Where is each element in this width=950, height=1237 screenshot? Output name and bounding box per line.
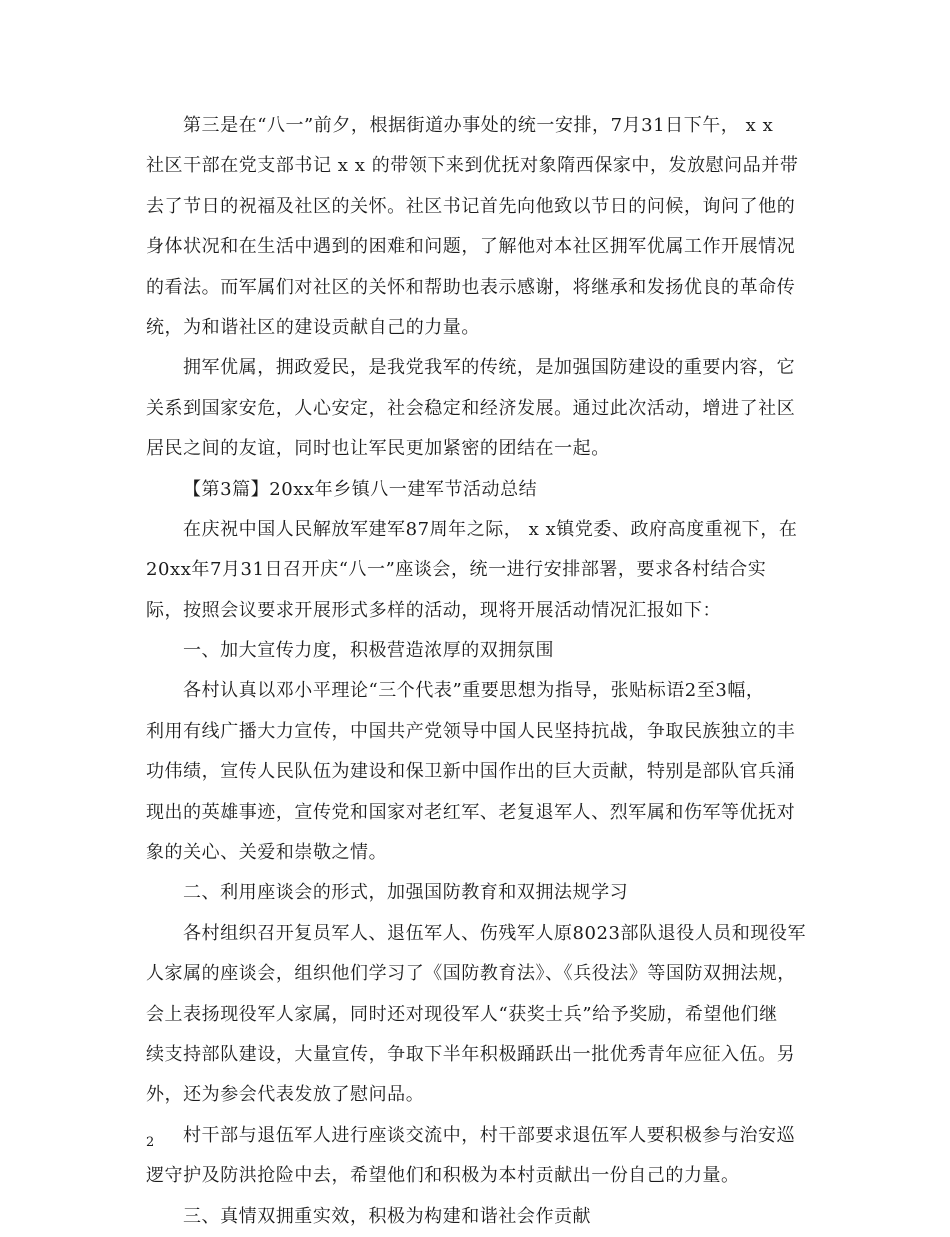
section-heading-3 (146, 1197, 810, 1237)
paragraph-intro (146, 510, 810, 631)
paragraph-section-2b (146, 1116, 810, 1197)
text-line: 的看法。而军属们对社区的关怀和帮助也表示感谢，将继承和发扬优良的革命传 (146, 276, 796, 298)
text-line: 二、利用座谈会的形式，加强国防教育和双拥法规学习 (183, 882, 629, 904)
text-line: 村干部与退伍军人进行座谈交流中，村干部要求退伍军人要积极参与治安巡 (183, 1124, 796, 1146)
document-body (146, 106, 810, 1237)
text-line: 象的关心、关爱和崇敬之情。 (146, 842, 388, 864)
text-line: 居民之间的友谊，同时也让军民更加紧密的团结在一起。 (146, 438, 610, 460)
text-line: 身体状况和在生活中遇到的困难和问题，了解他对本社区拥军优属工作开展情况 (146, 236, 796, 258)
text-line: 利用有线广播大力宣传，中国共产党领导中国人民坚持抗战，争取民族独立的丰 (146, 720, 796, 742)
paragraph-third-activity (146, 106, 810, 348)
text-line: 各村认真以邓小平理论“三个代表”重要思想为指导，张贴标语2至3幅， (183, 680, 765, 702)
text-line: 关系到国家安危，人心安定，社会稳定和经济发展。通过此次活动，增进了社区 (146, 397, 796, 419)
paragraph-section-2a (146, 914, 810, 1116)
text-line: 续支持部队建设，大量宣传，争取下半年积极踊跃出一批优秀青年应征入伍。另 (146, 1043, 796, 1065)
text-line: 外，还为参会代表发放了慰问品。 (146, 1084, 425, 1106)
text-line: 20xx年7月31日召开庆“八一”座谈会，统一进行安排部署，要求各村结合实 (146, 559, 767, 581)
text-line: 功伟绩，宣传人民队伍为建设和保卫新中国作出的巨大贡献，特别是部队官兵涌 (146, 761, 796, 783)
section-heading-1 (146, 631, 810, 671)
text-line: 社区干部在党支部书记 x x 的带领下来到优抚对象隋西保家中，发放慰问品并带 (146, 155, 799, 177)
paragraph-conclusion (146, 348, 810, 469)
text-line: 第三是在“八一”前夕，根据街道办事处的统一安排，7月31日下午， x x (183, 115, 774, 136)
text-line: 去了节日的祝福及社区的关怀。社区书记首先向他致以节日的问候，询问了他的 (146, 195, 796, 217)
text-line: 各村组织召开复员军人、退伍军人、伤残军人原8023部队退役人员和现役军 (183, 922, 807, 944)
text-line: 逻守护及防洪抢险中去，希望他们和积极为本村贡献出一份自己的力量。 (146, 1165, 740, 1187)
section-heading-2 (146, 873, 810, 913)
text-line: 拥军优属，拥政爱民，是我党我军的传统，是加强国防建设的重要内容，它 (183, 357, 796, 379)
article-heading (146, 470, 810, 510)
text-line: 【第3篇】20xx年乡镇八一建军节活动总结 (183, 478, 538, 500)
text-line: 人家属的座谈会，组织他们学习了《国防教育法》、《兵役法》等国防双拥法规， (146, 963, 796, 985)
text-line: 会上表扬现役军人家属，同时还对现役军人“获奖士兵”给予奖励，希望他们继 (146, 1003, 778, 1025)
text-line: 统，为和谐社区的建设贡献自己的力量。 (146, 316, 480, 338)
text-line: 在庆祝中国人民解放军建军87周年之际， x x镇党委、政府高度重视下，在 (183, 518, 798, 540)
paragraph-section-1 (146, 671, 810, 873)
text-line: 一、加大宣传力度，积极营造浓厚的双拥氛围 (183, 640, 554, 662)
page-number: 2 (146, 1135, 155, 1150)
text-line: 现出的英雄事迹，宣传党和国家对老红军、老复退军人、烈军属和伤军等优抚对 (146, 801, 796, 823)
text-line: 三、真情双拥重实效，积极为构建和谐社会作贡献 (183, 1205, 592, 1227)
text-line: 际，按照会议要求开展形式多样的活动，现将开展活动情况汇报如下： (146, 599, 722, 621)
